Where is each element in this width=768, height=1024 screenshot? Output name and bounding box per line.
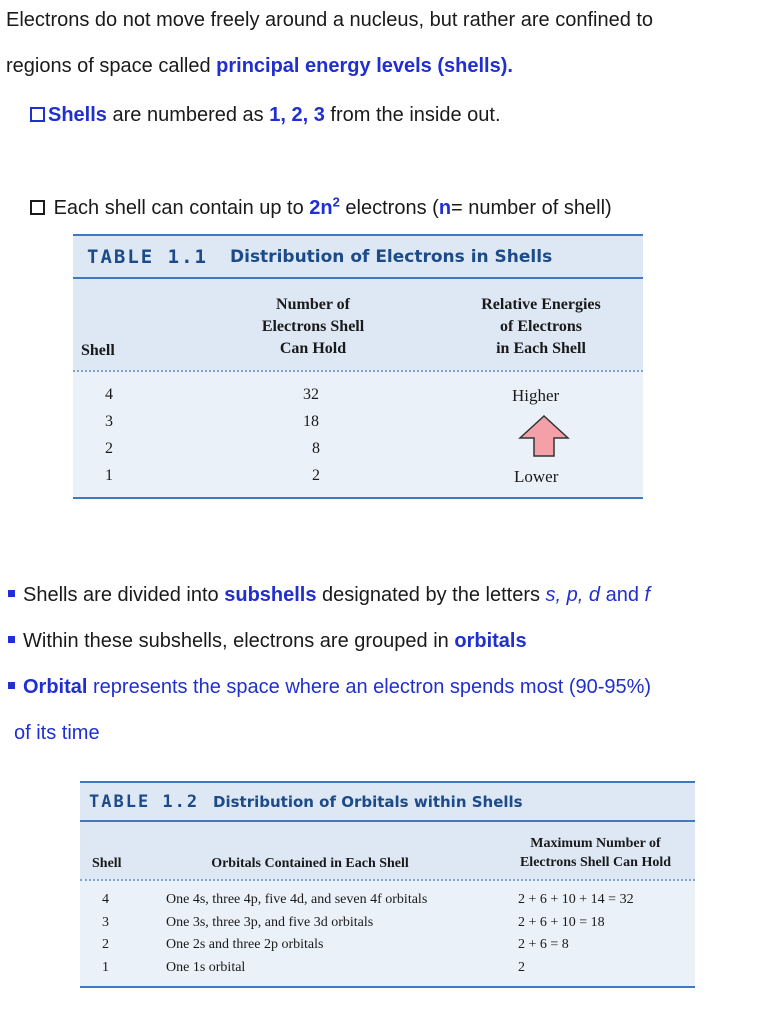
table-1-1-title: Distribution of Electrons in Shells (230, 247, 553, 267)
t2-row-4-max: 2 + 6 + 10 + 14 = 32 (518, 892, 634, 907)
bullet-2-text: Within these subshells, electrons are grouped in (23, 630, 455, 652)
bullet-orbital-definition (8, 673, 651, 701)
shells-text-mid: are numbered as (106, 104, 270, 126)
orbital-term: Orbital (23, 676, 88, 698)
capacity-formula (309, 194, 340, 219)
subshells-term: subshells (224, 584, 317, 606)
t2-row-1-orbitals: One 1s orbital (166, 960, 246, 975)
energy-higher-label: Higher (512, 386, 560, 405)
table-1-1-header-shell: Shell (81, 342, 115, 359)
bullet-1-mid: designated by the letters (316, 584, 546, 606)
shell-numbers: 1, 2, 3 (269, 104, 325, 126)
bullet-3-text: represents the space where an electron spends most (90-95%) (87, 676, 652, 698)
table-1-2-separator (80, 879, 695, 881)
table-1-1-caption (73, 236, 643, 279)
intro-line-1 (6, 6, 653, 34)
t1-row-4-capacity: 32 (303, 386, 319, 403)
table-1-1-number: TABLE 1.1 (87, 246, 208, 268)
t1-row-2-shell: 2 (105, 440, 113, 457)
bullet-3-cont: of its time (14, 722, 100, 744)
bullet-1-text: Shells are divided into (23, 584, 225, 606)
capacity-text-start: Each shell can contain up to (53, 197, 310, 219)
intro-line-2 (6, 52, 513, 80)
t1-row-2-capacity: 8 (312, 440, 320, 457)
header-max-line-2: Electrons Shell Can Hold (519, 855, 672, 870)
shells-point (30, 101, 501, 129)
shells-term: Shells (48, 104, 107, 126)
checkbox-icon (30, 107, 45, 122)
table-1-1 (73, 234, 643, 499)
t2-row-3-orbitals: One 3s, three 3p, and five 3d orbitals (166, 915, 374, 930)
table-1-1-header-capacity (233, 294, 393, 360)
formula-exponent: 2 (332, 194, 340, 210)
subshell-letters: s, p, d (545, 584, 601, 606)
capacity-var: n (438, 197, 452, 219)
t1-row-4-shell: 4 (105, 386, 113, 403)
bullet-orbitals (8, 627, 527, 655)
square-bullet-icon (8, 636, 15, 643)
t2-row-2-shell: 2 (102, 937, 109, 952)
header-energy-line-1: Relative Energies (481, 296, 601, 313)
principal-energy-levels-term: principal energy levels (shells). (216, 55, 513, 77)
capacity-text-mid: electrons ( (339, 197, 439, 219)
bullet-1-and: and (600, 584, 645, 606)
checkbox-icon (30, 200, 45, 215)
table-1-2-title: Distribution of Orbitals within Shells (213, 793, 523, 811)
t1-row-1-capacity: 2 (312, 467, 320, 484)
table-1-2 (80, 781, 695, 988)
capacity-text-end: = number of shell) (451, 197, 612, 219)
square-bullet-icon (8, 682, 15, 689)
header-energy-line-2: of Electrons (500, 318, 582, 335)
t1-row-1-shell: 1 (105, 467, 113, 484)
header-max-line-1: Maximum Number of (530, 836, 661, 851)
table-1-2-body (80, 879, 695, 986)
intro-text-2: regions of space called (6, 55, 217, 77)
table-1-2-header-max (498, 834, 693, 872)
t2-row-2-orbitals: One 2s and three 2p orbitals (166, 937, 324, 952)
bullet-subshells (8, 581, 650, 609)
header-capacity-line-3: Can Hold (279, 340, 347, 357)
t2-row-1-max: 2 (518, 960, 525, 975)
t1-row-3-capacity: 18 (303, 413, 319, 430)
table-1-1-separator (73, 370, 643, 372)
t2-row-3-shell: 3 (102, 915, 109, 930)
t2-row-3-max: 2 + 6 + 10 = 18 (518, 915, 605, 930)
table-1-1-header-energy (451, 294, 631, 360)
bullet-orbital-continuation (14, 719, 100, 747)
intro-text-1: Electrons do not move freely around a nucleus, but rather are confined to (6, 9, 654, 31)
t1-row-3-shell: 3 (105, 413, 113, 430)
header-capacity-line-2: Electrons Shell (261, 318, 365, 335)
table-1-2-number: TABLE 1.2 (89, 792, 200, 812)
t2-row-1-shell: 1 (102, 960, 109, 975)
formula-base: 2n (309, 197, 333, 219)
table-1-2-caption (80, 783, 695, 822)
header-energy-line-3: in Each Shell (496, 340, 586, 357)
square-bullet-icon (8, 590, 15, 597)
energy-lower-label: Lower (514, 467, 559, 486)
shells-text-end: from the inside out. (324, 104, 501, 126)
orbitals-term: orbitals (454, 630, 527, 652)
t2-row-2-max: 2 + 6 = 8 (518, 937, 569, 952)
header-capacity-line-1: Number of (276, 296, 350, 313)
t2-row-4-orbitals: One 4s, three 4p, five 4d, and seven 4f orbitals (166, 892, 428, 907)
table-1-2-header-shell: Shell (92, 856, 122, 871)
capacity-point (30, 194, 612, 222)
t2-row-4-shell: 4 (102, 892, 109, 907)
table-1-2-header-orbitals: Orbitals Contained in Each Shell (211, 856, 409, 871)
subshell-letter-f: f (644, 584, 651, 606)
table-1-1-body (73, 370, 643, 497)
up-arrow-icon (518, 414, 570, 458)
